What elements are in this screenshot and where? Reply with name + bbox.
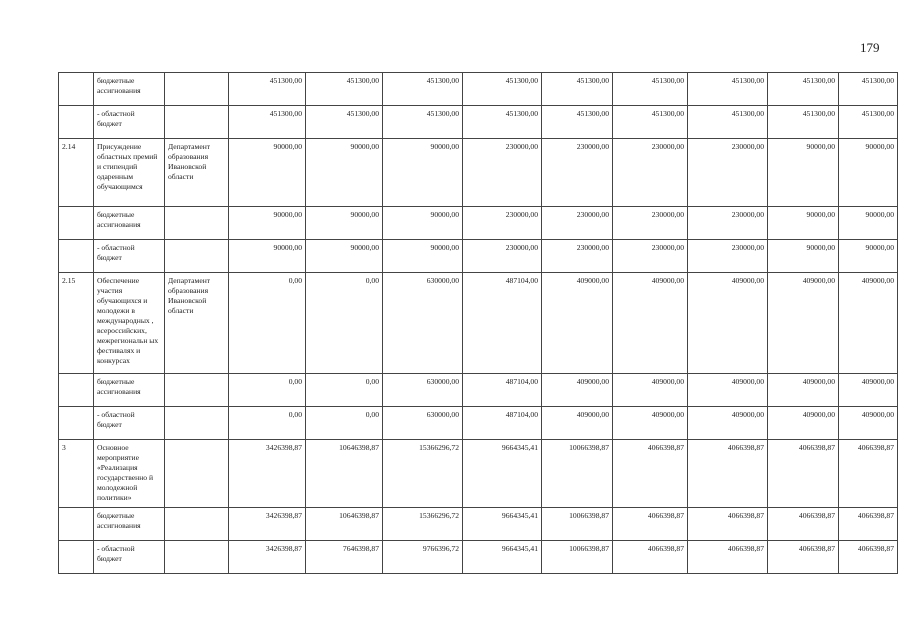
table-row [59,139,898,207]
row-number-cell [59,508,94,541]
row-name-cell: бюджетные ассигнования [94,207,165,240]
value-cell: 487104,00 [463,407,542,440]
value-cell: 230000,00 [613,240,688,273]
budget-table [58,72,898,574]
value-cell: 3426398,87 [229,508,306,541]
value-cell: 4066398,87 [768,440,839,508]
row-number-cell [59,541,94,574]
value-cell: 409000,00 [688,273,768,374]
page-number: 179 [860,40,880,55]
executor-cell [165,240,229,273]
value-cell: 409000,00 [613,407,688,440]
value-cell: 409000,00 [768,374,839,407]
value-cell: 451300,00 [839,73,898,106]
row-number-cell [59,207,94,240]
table-row [59,106,898,139]
value-cell: 451300,00 [463,73,542,106]
value-cell: 90000,00 [306,240,383,273]
value-cell: 4066398,87 [688,440,768,508]
value-cell: 230000,00 [542,139,613,207]
value-cell: 451300,00 [229,73,306,106]
value-cell: 90000,00 [839,207,898,240]
value-cell: 409000,00 [839,374,898,407]
value-cell: 451300,00 [383,73,463,106]
row-number-cell [59,73,94,106]
value-cell: 451300,00 [688,73,768,106]
value-cell: 90000,00 [768,139,839,207]
value-cell: 230000,00 [613,139,688,207]
value-cell: 451300,00 [839,106,898,139]
row-name-cell: бюджетные ассигнования [94,508,165,541]
value-cell: 90000,00 [229,207,306,240]
value-cell: 4066398,87 [839,508,898,541]
value-cell: 230000,00 [463,139,542,207]
value-cell: 230000,00 [463,240,542,273]
value-cell: 451300,00 [768,106,839,139]
executor-cell: Департамент образования Ивановской области [165,273,229,374]
table-row [59,541,898,574]
table-row [59,240,898,273]
table-row [59,207,898,240]
value-cell: 90000,00 [383,240,463,273]
value-cell: 630000,00 [383,374,463,407]
value-cell: 4066398,87 [768,541,839,574]
row-name-cell: - областной бюджет [94,106,165,139]
row-name-cell: - областной бюджет [94,407,165,440]
value-cell: 230000,00 [688,139,768,207]
value-cell: 0,00 [306,407,383,440]
executor-cell [165,440,229,508]
value-cell: 451300,00 [463,106,542,139]
value-cell: 451300,00 [542,73,613,106]
value-cell: 15366296,72 [383,508,463,541]
row-number-cell [59,374,94,407]
row-name-cell: бюджетные ассигнования [94,73,165,106]
row-number-cell [59,407,94,440]
value-cell: 90000,00 [229,240,306,273]
value-cell: 4066398,87 [688,508,768,541]
value-cell: 90000,00 [306,207,383,240]
value-cell: 10066398,87 [542,440,613,508]
value-cell: 90000,00 [768,240,839,273]
table-row [59,374,898,407]
value-cell: 4066398,87 [613,440,688,508]
value-cell: 9766396,72 [383,541,463,574]
row-name-cell: Присуждение областных премий и стипендий одаренным обучающимся [94,139,165,207]
value-cell: 9664345,41 [463,508,542,541]
value-cell: 7646398,87 [306,541,383,574]
row-name-cell: Обеспечение участия обучающихся и молодежи в международных , всероссийских, межрегиональн ых фестивалях и конкурсах [94,273,165,374]
value-cell: 4066398,87 [768,508,839,541]
value-cell: 90000,00 [383,207,463,240]
executor-cell [165,106,229,139]
row-name-cell: - областной бюджет [94,541,165,574]
value-cell: 10646398,87 [306,508,383,541]
table-row [59,508,898,541]
executor-cell [165,73,229,106]
value-cell: 230000,00 [542,240,613,273]
value-cell: 409000,00 [839,407,898,440]
value-cell: 409000,00 [542,374,613,407]
value-cell: 15366296,72 [383,440,463,508]
executor-cell: Департамент образования Ивановской области [165,139,229,207]
value-cell: 4066398,87 [613,508,688,541]
value-cell: 230000,00 [613,207,688,240]
executor-cell [165,374,229,407]
value-cell: 4066398,87 [839,440,898,508]
value-cell: 451300,00 [542,106,613,139]
value-cell: 0,00 [229,374,306,407]
executor-cell [165,541,229,574]
value-cell: 451300,00 [306,73,383,106]
value-cell: 630000,00 [383,407,463,440]
executor-cell [165,407,229,440]
value-cell: 9664345,41 [463,440,542,508]
value-cell: 10066398,87 [542,508,613,541]
value-cell: 4066398,87 [613,541,688,574]
executor-cell [165,207,229,240]
value-cell: 4066398,87 [839,541,898,574]
value-cell: 409000,00 [613,273,688,374]
row-number-cell [59,240,94,273]
value-cell: 409000,00 [768,407,839,440]
value-cell: 451300,00 [383,106,463,139]
value-cell: 409000,00 [542,273,613,374]
value-cell: 230000,00 [542,207,613,240]
row-number-cell [59,106,94,139]
value-cell: 90000,00 [383,139,463,207]
executor-cell [165,508,229,541]
row-number-cell: 2.14 [59,139,94,207]
row-number-cell: 3 [59,440,94,508]
value-cell: 230000,00 [688,240,768,273]
value-cell: 451300,00 [768,73,839,106]
value-cell: 451300,00 [613,73,688,106]
value-cell: 0,00 [229,407,306,440]
value-cell: 409000,00 [613,374,688,407]
value-cell: 90000,00 [306,139,383,207]
value-cell: 451300,00 [613,106,688,139]
value-cell: 409000,00 [768,273,839,374]
value-cell: 230000,00 [463,207,542,240]
value-cell: 4066398,87 [688,541,768,574]
value-cell: 90000,00 [229,139,306,207]
value-cell: 630000,00 [383,273,463,374]
value-cell: 409000,00 [839,273,898,374]
value-cell: 451300,00 [688,106,768,139]
value-cell: 409000,00 [688,374,768,407]
row-name-cell: - областной бюджет [94,240,165,273]
table-row [59,440,898,508]
value-cell: 0,00 [229,273,306,374]
row-name-cell: бюджетные ассигнования [94,374,165,407]
value-cell: 10646398,87 [306,440,383,508]
value-cell: 3426398,87 [229,541,306,574]
value-cell: 451300,00 [306,106,383,139]
value-cell: 487104,00 [463,374,542,407]
value-cell: 90000,00 [839,139,898,207]
value-cell: 90000,00 [768,207,839,240]
table-row [59,407,898,440]
row-number-cell: 2.15 [59,273,94,374]
value-cell: 10066398,87 [542,541,613,574]
value-cell: 9664345,41 [463,541,542,574]
value-cell: 230000,00 [688,207,768,240]
value-cell: 409000,00 [542,407,613,440]
value-cell: 409000,00 [688,407,768,440]
table-row [59,273,898,374]
value-cell: 0,00 [306,273,383,374]
table-row [59,73,898,106]
value-cell: 0,00 [306,374,383,407]
value-cell: 90000,00 [839,240,898,273]
value-cell: 451300,00 [229,106,306,139]
value-cell: 3426398,87 [229,440,306,508]
value-cell: 487104,00 [463,273,542,374]
row-name-cell: Основное мероприятие «Реализация государственно й молодежной политики» [94,440,165,508]
